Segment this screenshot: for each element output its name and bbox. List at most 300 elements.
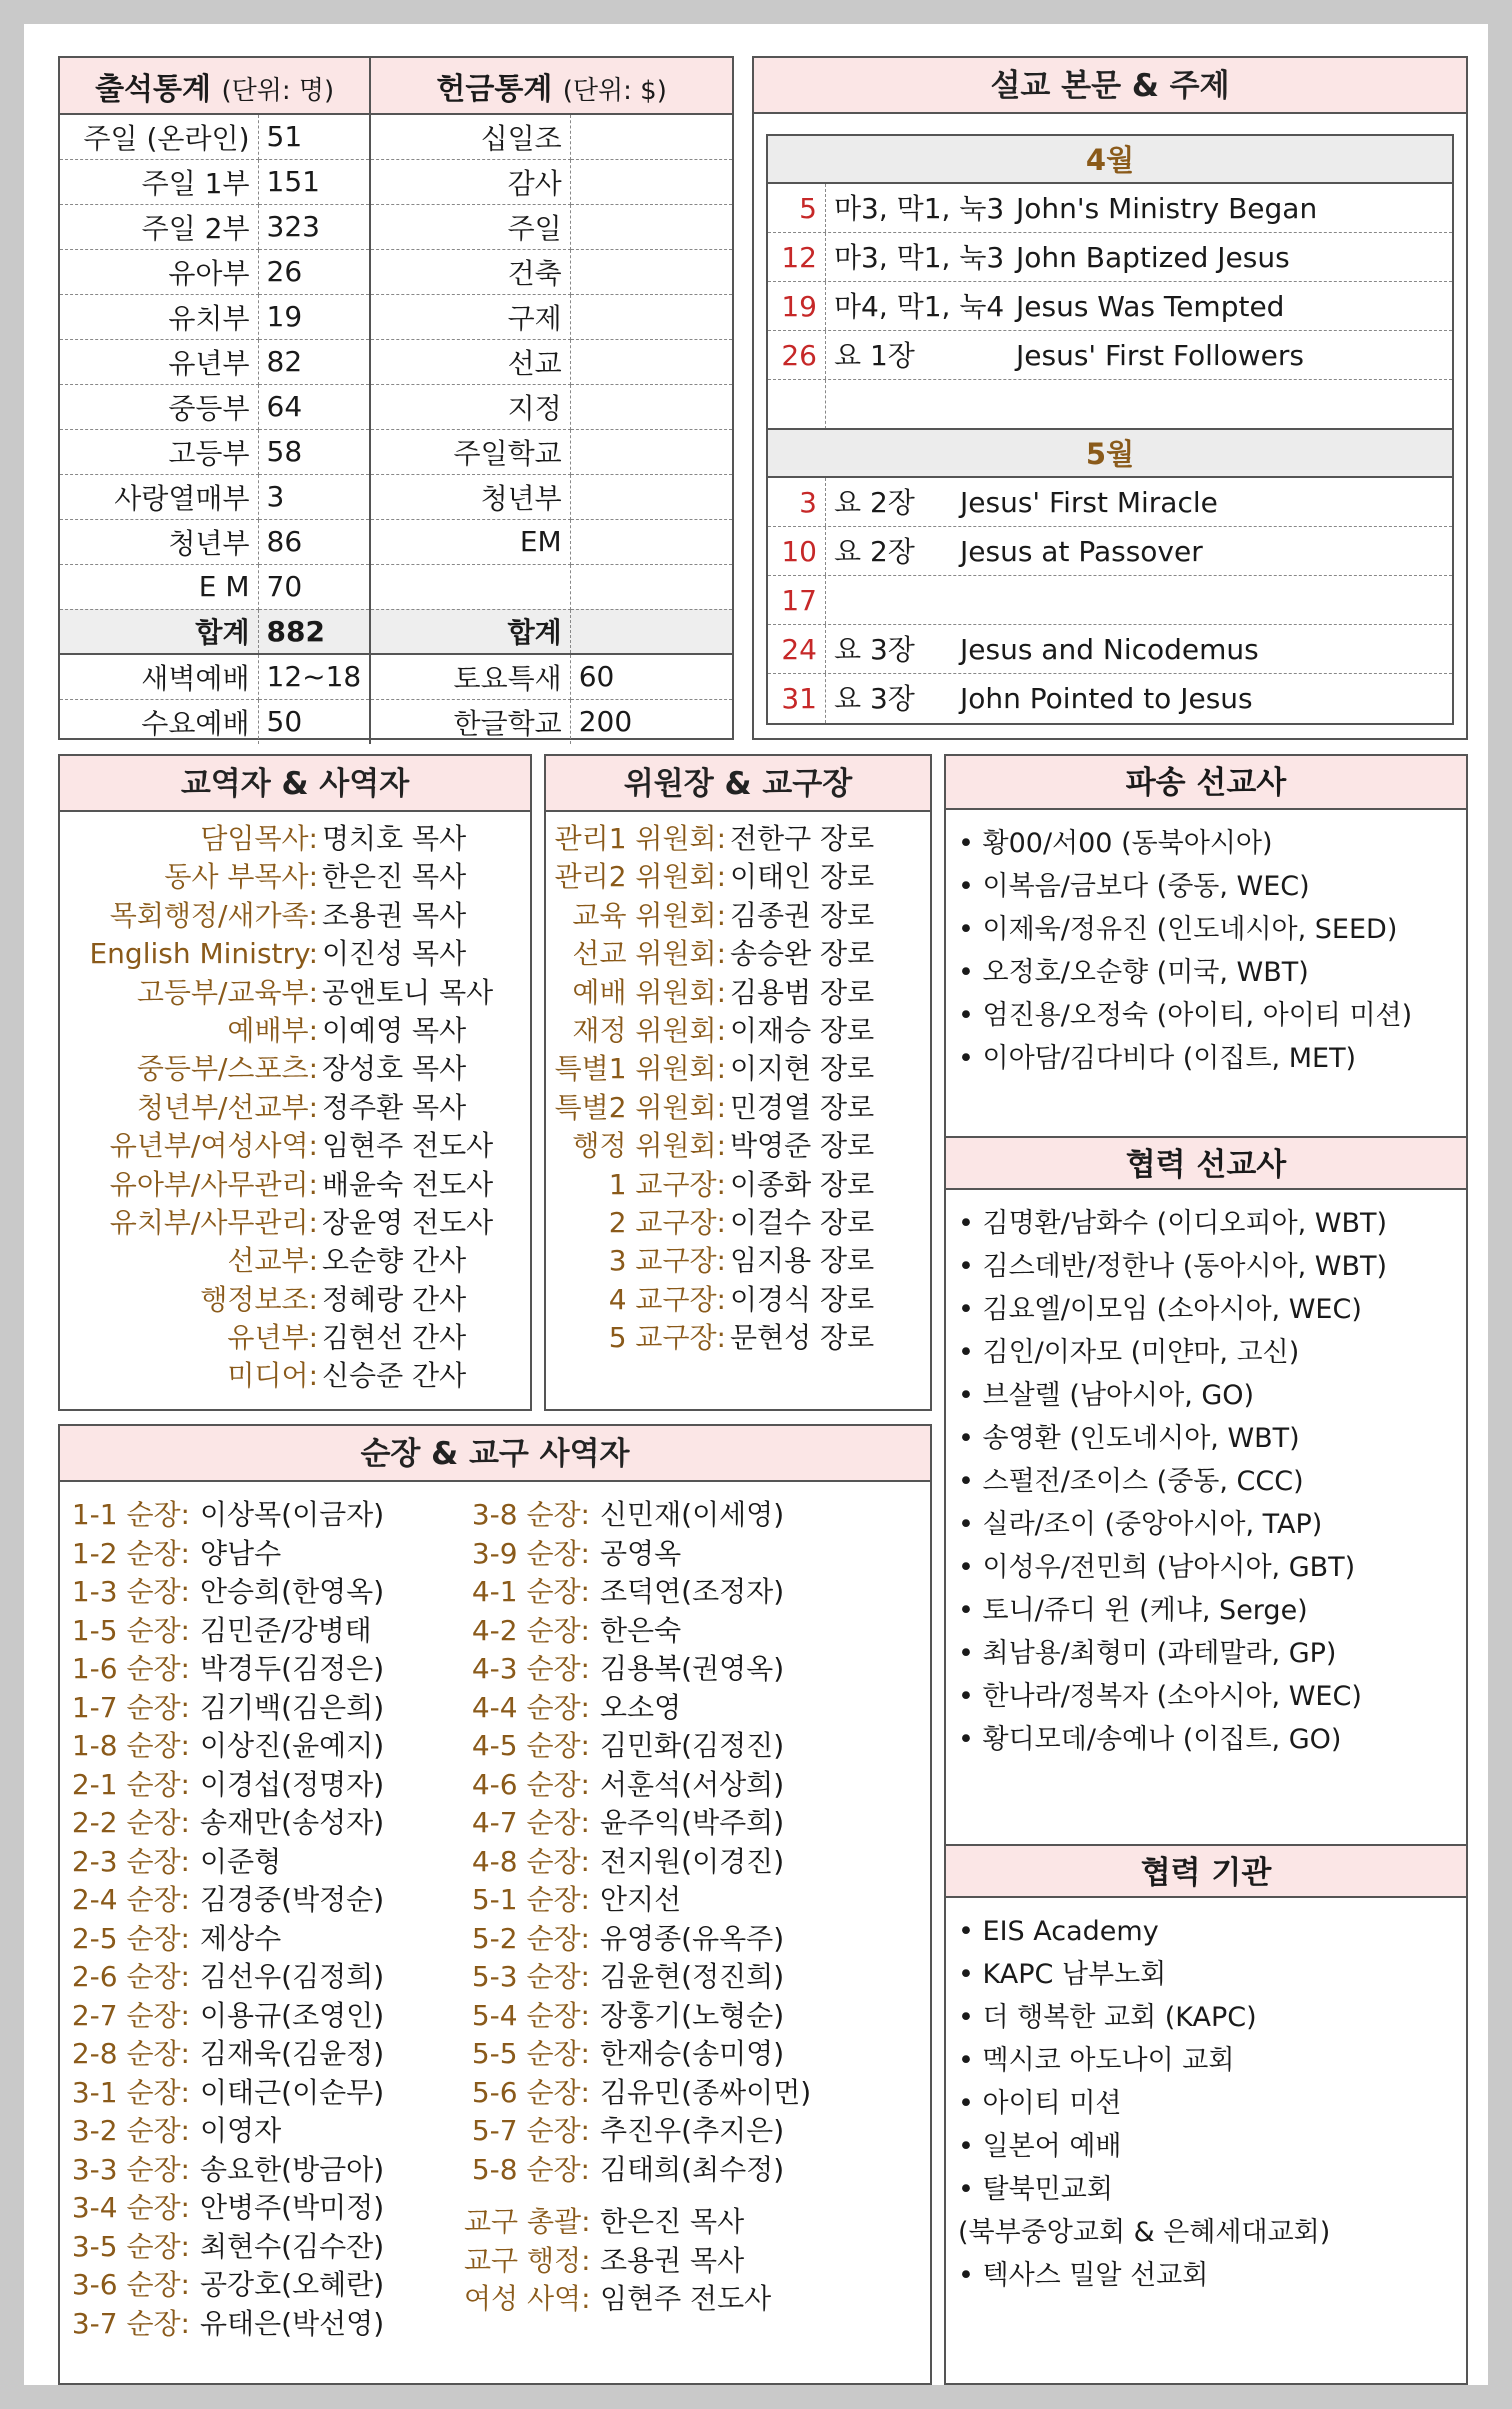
leader-name: 김유민(종싸이먼): [600, 2075, 812, 2109]
committee-row: [546, 858, 930, 896]
month-may: [766, 428, 1454, 725]
sermon-day: 31: [768, 674, 826, 723]
leader-name: 한은진 목사: [600, 2205, 745, 2238]
staff-name: 이예영 목사: [322, 1013, 467, 1047]
leader-name: 김민화(김정진): [600, 1729, 785, 1762]
sent_missionaries-item: • 이아담/김다비다 (이집트, MET): [958, 1037, 1466, 1080]
staff-name: 장성호 목사: [322, 1052, 467, 1086]
leader-name: 장홍기(노형순): [600, 1998, 785, 2032]
committee-row: [546, 1127, 930, 1165]
leader-name: 조용권 목사: [600, 2243, 745, 2277]
leader-row: [464, 1573, 811, 1612]
leader-role: 3-3 순장:: [71, 2152, 190, 2186]
staff-role: 목회행정/새가족:: [109, 898, 318, 932]
attendance-label: 유년부: [60, 339, 258, 384]
offering-extra-label: 한글학교: [370, 699, 570, 744]
committee-role: 교육 위원회:: [572, 898, 726, 932]
sent_missionaries-item: • 이복음/금보다 (중동, WEC): [958, 865, 1466, 908]
leader-role: 교구 행정:: [464, 2243, 591, 2277]
leader-name: 안지선: [600, 1883, 682, 1916]
partner-orgs-title: 협력 기관: [946, 1844, 1466, 1898]
offering-label: 건축: [370, 249, 570, 294]
sermon-row: [768, 184, 1452, 233]
staff-role: 고등부/교육부:: [136, 975, 318, 1009]
committee-name: 전한구 장로: [730, 822, 875, 855]
staff-title: 교역자 & 사역자: [60, 756, 530, 812]
offering-value: [570, 114, 732, 159]
leader-role: 2-5 순장:: [71, 1921, 190, 1955]
sermon-row: [768, 282, 1452, 331]
leader-name: 김선우(김정희): [200, 1960, 385, 1993]
sermon-reference: 마3, 막1, 눅3: [834, 192, 1005, 225]
leaders-column-1: [60, 1496, 384, 2343]
committee-name: 이재승 장로: [730, 1013, 875, 1047]
stats-panel: [58, 56, 734, 740]
partner_missionaries-item: • 브살렐 (남아시아, GO): [958, 1374, 1466, 1417]
committee-name: 문현성 장로: [730, 1321, 875, 1355]
partner_orgs-item: • 더 행복한 교회 (KAPC): [958, 1996, 1466, 2039]
committee-name: 이태인 장로: [730, 860, 875, 894]
committee-role: 선교 위원회:: [572, 937, 726, 971]
attendance-value: 82: [258, 339, 370, 384]
attendance-value: 86: [258, 519, 370, 564]
sermon-topic: Jesus' First Followers: [1016, 339, 1304, 372]
leaders-column-2: [464, 1496, 811, 2319]
sermon-topic: John's Ministry Began: [1016, 192, 1318, 225]
leader-row: [60, 2228, 384, 2267]
staff-list: [60, 812, 530, 1396]
attendance-header: 출석통계 (단위: 명): [60, 58, 370, 114]
sent-missionaries-title: 파송 선교사: [946, 756, 1466, 810]
leader-name: 안승희(한영옥): [200, 1575, 385, 1608]
offering-label: 구제: [370, 294, 570, 339]
staff-role: 동사 부목사:: [164, 860, 318, 894]
staff-row: [60, 1242, 530, 1280]
attendance-value: 51: [258, 114, 370, 159]
attendance-value: 64: [258, 384, 370, 429]
staff-row: [60, 974, 530, 1012]
attendance-label: 청년부: [60, 519, 258, 564]
committee-name: 이경식 장로: [730, 1282, 875, 1316]
leader-role: 3-6 순장:: [71, 2268, 190, 2301]
offering-value: [570, 294, 732, 339]
staff-row: [60, 1204, 530, 1242]
stats-row: [60, 204, 732, 249]
leader-row: [464, 2203, 811, 2242]
staff-role: 유년부/여성사역:: [109, 1129, 318, 1163]
leader-name: 공강호(오혜란): [200, 2268, 385, 2301]
leader-role: 1-8 순장:: [71, 1729, 190, 1762]
sermon-reference: 요 2장: [834, 486, 915, 519]
committee-name: 박영준 장로: [730, 1129, 875, 1163]
staff-row: [60, 1281, 530, 1319]
committee-row: [546, 1242, 930, 1280]
staff-name: 임현주 전도사: [322, 1129, 494, 1163]
leader-name: 김윤현(정진희): [600, 1960, 785, 1993]
partner-orgs-list: [946, 1898, 1466, 2297]
committee-role: 특별2 위원회:: [554, 1090, 726, 1124]
leader-row: [60, 2074, 384, 2113]
staff-role: 유아부/사무관리:: [109, 1167, 318, 1201]
offering-label: 십일조: [370, 114, 570, 159]
leader-row: [60, 1843, 384, 1882]
committee-row: [546, 1166, 930, 1204]
leader-name: 이영자: [200, 2114, 282, 2147]
attendance-extra-label: 수요예배: [60, 699, 258, 744]
stats-row: [60, 159, 732, 204]
staff-role: 유년부:: [227, 1321, 318, 1355]
committee-row: [546, 1050, 930, 1088]
staff-row: [60, 897, 530, 935]
committee-name: 송승완 장로: [730, 937, 875, 971]
committee-role: 4 교구장:: [608, 1282, 726, 1316]
staff-name: 오순향 간사: [322, 1244, 467, 1278]
sermon-day: 19: [768, 282, 826, 330]
partner_missionaries-item: • 이성우/전민희 (남아시아, GBT): [958, 1546, 1466, 1589]
leader-role: 1-1 순장:: [71, 1498, 190, 1531]
offering-total-label: 합계: [370, 609, 570, 654]
committee-role: 1 교구장:: [608, 1167, 726, 1201]
stats-row: [60, 384, 732, 429]
attendance-value: 3: [258, 474, 370, 519]
leader-name: 양남수: [200, 1536, 282, 1570]
attendance-label: E M: [60, 564, 258, 609]
month-label: 4월: [768, 136, 1452, 184]
sermon-title: 설교 본문 & 주제: [754, 58, 1466, 114]
leader-row: [464, 1650, 811, 1689]
leader-name: 추진우(추지은): [600, 2114, 785, 2147]
leader-name: 김재욱(김윤정): [200, 2037, 385, 2070]
leader-role: 3-9 순장:: [471, 1536, 590, 1570]
partner_missionaries-item: • 김인/이자모 (미얀마, 고신): [958, 1331, 1466, 1374]
committee-list: [546, 812, 930, 1357]
sermon-day: 24: [768, 625, 826, 673]
sermon-topic: Jesus' First Miracle: [960, 486, 1218, 519]
partner_missionaries-item: • 김스데반/정한나 (동아시아, WBT): [958, 1245, 1466, 1288]
leader-name: 송재만(송성자): [200, 1806, 385, 1839]
committee-role: 행정 위원회:: [572, 1129, 726, 1163]
leader-role: 4-4 순장:: [471, 1690, 590, 1724]
partner_orgs-item: • 일본어 예배: [958, 2125, 1466, 2168]
partner_missionaries-item: • 김명환/남화수 (이디오피아, WBT): [958, 1202, 1466, 1245]
leader-row: [464, 1496, 811, 1535]
leader-role: 5-1 순장:: [471, 1883, 590, 1916]
leader-role: 1-2 순장:: [71, 1536, 190, 1570]
partner_missionaries-item: • 한나라/정복자 (소아시아, WEC): [958, 1675, 1466, 1718]
sermon-topic: John Baptized Jesus: [1016, 241, 1290, 274]
offering-label: 지정: [370, 384, 570, 429]
leader-role: 5-2 순장:: [471, 1921, 590, 1955]
leader-row: [464, 2242, 811, 2281]
staff-role: 중등부/스포츠:: [136, 1052, 318, 1086]
sermon-day: 10: [768, 527, 826, 575]
staff-panel: [58, 754, 532, 1411]
staff-name: 한은진 목사: [322, 860, 467, 894]
attendance-extra-value: 50: [258, 699, 370, 744]
sent-missionaries-list: [946, 810, 1466, 1080]
committee-row: [546, 1281, 930, 1319]
leader-row: [60, 1496, 384, 1535]
sermon-row: [768, 625, 1452, 674]
leader-name: 김기백(김은희): [200, 1690, 385, 1724]
sermon-day: 5: [768, 184, 826, 232]
attendance-label: 유치부: [60, 294, 258, 339]
committee-role: 관리2 위원회:: [554, 860, 726, 894]
leader-name: 김민준/강병태: [200, 1613, 372, 1647]
leader-role: 3-8 순장:: [471, 1498, 590, 1531]
leader-row: [464, 1920, 811, 1959]
staff-name: 신승준 간사: [322, 1359, 467, 1393]
leader-role: 2-7 순장:: [71, 1998, 190, 2032]
offering-label: 청년부: [370, 474, 570, 519]
partner-missionaries-title: 협력 선교사: [946, 1136, 1466, 1190]
staff-name: 배윤숙 전도사: [322, 1167, 494, 1201]
attendance-total-label: 합계: [60, 609, 258, 654]
staff-row: [60, 820, 530, 858]
attendance-extra-value: 12~18: [258, 654, 370, 699]
staff-role: 행정보조:: [200, 1282, 318, 1316]
offering-value: [570, 384, 732, 429]
partner_orgs-item: • KAPC 남부노회: [958, 1953, 1466, 1996]
partner_missionaries-item: • 스펄전/조이스 (중동, CCC): [958, 1460, 1466, 1503]
offering-total-value: [570, 609, 732, 654]
leader-name: 김태희(최수정): [600, 2152, 785, 2186]
leader-role: 4-8 순장:: [471, 1844, 590, 1878]
offering-value: [570, 159, 732, 204]
leader-row: [60, 2266, 384, 2305]
attendance-label: 고등부: [60, 429, 258, 474]
leader-row: [60, 1997, 384, 2036]
leader-role: 1-7 순장:: [71, 1690, 190, 1724]
committee-name: 민경열 장로: [730, 1090, 875, 1124]
partner-missionaries-section: [946, 1136, 1466, 1761]
committee-row: [546, 935, 930, 973]
committee-title: 위원장 & 교구장: [546, 756, 930, 812]
sent_missionaries-item: • 엄진용/오정숙 (아이티, 아이티 미션): [958, 994, 1466, 1037]
staff-name: 공앤토니 목사: [322, 975, 494, 1009]
partner_orgs-item: • 아이티 미션: [958, 2082, 1466, 2125]
stats-row: [60, 564, 732, 609]
sermon-row: [768, 331, 1452, 380]
leader-row: [464, 1689, 811, 1728]
staff-row: [60, 1357, 530, 1395]
committee-name: 이지현 장로: [730, 1052, 875, 1086]
offering-label: 감사: [370, 159, 570, 204]
offering-extra-label: 토요특새: [370, 654, 570, 699]
partner_missionaries-item: • 김요엘/이모임 (소아시아, WEC): [958, 1288, 1466, 1331]
leader-row: [60, 2189, 384, 2228]
committee-name: 이걸수 장로: [730, 1205, 875, 1239]
leader-role: 5-4 순장:: [471, 1998, 590, 2032]
leader-name: 전지원(이경진): [600, 1844, 785, 1878]
leader-row: [60, 1573, 384, 1612]
staff-role: 예배부:: [227, 1013, 318, 1047]
leader-role: 3-1 순장:: [71, 2075, 190, 2109]
committee-role: 관리1 위원회:: [554, 822, 726, 855]
stats-total-row: [60, 609, 732, 654]
leader-role: 4-3 순장:: [471, 1652, 590, 1685]
leader-name: 오소영: [600, 1690, 682, 1724]
leader-row: [464, 1766, 811, 1805]
leader-role: 3-4 순장:: [71, 2191, 190, 2224]
sermon-row: [768, 576, 1452, 625]
staff-name: 장윤영 전도사: [322, 1205, 494, 1239]
staff-name: 이진성 목사: [322, 937, 467, 971]
attendance-extra-label: 새벽예배: [60, 654, 258, 699]
leader-row: [464, 1958, 811, 1997]
month-april: [766, 134, 1454, 431]
leader-row: [60, 1958, 384, 1997]
leader-name: 이상진(윤예지): [200, 1729, 385, 1762]
staff-row: [60, 1319, 530, 1357]
leader-name: 최현수(김수잔): [200, 2229, 385, 2263]
offering-value: [570, 204, 732, 249]
sermon-reference: 요 3장: [834, 682, 915, 715]
staff-row: [60, 1127, 530, 1165]
leader-row: [60, 1650, 384, 1689]
committee-name: 임지용 장로: [730, 1244, 875, 1278]
sermon-reference: 마4, 막1, 눅4: [834, 290, 1005, 323]
leader-role: 3-7 순장:: [71, 2306, 190, 2340]
stats-extra-row: [60, 699, 732, 744]
offering-value: [570, 339, 732, 384]
leader-row: [464, 2035, 811, 2074]
bulletin-page: [24, 24, 1488, 2385]
leaders-panel: [58, 1424, 932, 2385]
attendance-label: 주일 (온라인): [60, 114, 258, 159]
attendance-value: 26: [258, 249, 370, 294]
sent-missionaries-section: [946, 756, 1466, 1080]
leader-name: 이용규(조영인): [200, 1998, 385, 2032]
leader-role: 1-6 순장:: [71, 1652, 190, 1685]
partner_orgs-item: • 멕시코 아도나이 교회: [958, 2039, 1466, 2082]
leader-row: [60, 1804, 384, 1843]
sent_missionaries-item: • 이제욱/정유진 (인도네시아, SEED): [958, 908, 1466, 951]
sermon-topic: Jesus at Passover: [960, 535, 1203, 568]
stats-row: [60, 249, 732, 294]
leader-name: 윤주익(박주희): [600, 1806, 785, 1839]
partner-orgs-section: [946, 1844, 1466, 2297]
partner-missionaries-list: [946, 1190, 1466, 1761]
offering-value: [570, 429, 732, 474]
stats-row: [60, 519, 732, 564]
sermon-reference: [826, 380, 1016, 429]
leader-row: [464, 1612, 811, 1651]
committee-row: [546, 897, 930, 935]
leader-role: 3-5 순장:: [71, 2229, 190, 2263]
leader-row: [464, 2151, 811, 2190]
leader-name: 이상목(이금자): [200, 1498, 385, 1531]
committee-role: 재정 위원회:: [572, 1013, 726, 1047]
offering-value: [570, 474, 732, 519]
sermon-day: 17: [768, 576, 826, 624]
leader-name: 한재승(송미영): [600, 2037, 785, 2070]
leader-row: [60, 2305, 384, 2344]
attendance-value: 323: [258, 204, 370, 249]
leader-name: 공영옥: [600, 1536, 682, 1570]
committee-role: 2 교구장:: [608, 1205, 726, 1239]
leader-name: 박경두(김정은): [200, 1652, 385, 1685]
partner_orgs-item: • 텍사스 밀알 선교회: [958, 2254, 1466, 2297]
staff-row: [60, 1166, 530, 1204]
staff-row: [60, 935, 530, 973]
leader-role: 2-3 순장:: [71, 1844, 190, 1878]
staff-role: 미디어:: [227, 1359, 318, 1393]
leader-row: [60, 1881, 384, 1920]
committee-row: [546, 1089, 930, 1127]
offering-label: 주일학교: [370, 429, 570, 474]
leader-row: [464, 1881, 811, 1920]
staff-role: 청년부/선교부:: [136, 1090, 318, 1124]
partner_missionaries-item: • 송영환 (인도네시아, WBT): [958, 1417, 1466, 1460]
attendance-label: 주일 2부: [60, 204, 258, 249]
leader-role: 5-5 순장:: [471, 2037, 590, 2070]
leader-row: [464, 2074, 811, 2113]
committee-row: [546, 1204, 930, 1242]
leader-row: [60, 2151, 384, 2190]
staff-row: [60, 1050, 530, 1088]
leader-role: 1-5 순장:: [71, 1613, 190, 1647]
staff-name: 정혜랑 간사: [322, 1282, 467, 1316]
attendance-label: 사랑열매부: [60, 474, 258, 519]
offering-header: 헌금통계 (단위: $): [370, 58, 732, 114]
attendance-value: 58: [258, 429, 370, 474]
leader-role: 1-3 순장:: [71, 1575, 190, 1608]
stats-row: [60, 294, 732, 339]
committee-role: 특별1 위원회:: [554, 1052, 726, 1086]
leader-name: 안병주(박미정): [200, 2191, 385, 2224]
committee-name: 김종권 장로: [730, 898, 875, 932]
committee-role: 예배 위원회:: [572, 975, 726, 1009]
leader-row: [60, 2035, 384, 2074]
stats-row: [60, 114, 732, 159]
month-label: 5월: [768, 430, 1452, 478]
committee-name: 김용범 장로: [730, 975, 875, 1009]
leader-role: 4-2 순장:: [471, 1613, 590, 1647]
sermon-topic: John Pointed to Jesus: [960, 682, 1253, 715]
leader-row: [464, 2280, 811, 2319]
leader-row: [464, 2112, 811, 2151]
leader-role: 5-8 순장:: [471, 2152, 590, 2186]
sermon-topic: Jesus Was Tempted: [1016, 290, 1285, 323]
partner_missionaries-item: • 토니/쥬디 윈 (케냐, Serge): [958, 1589, 1466, 1632]
leader-role: 4-6 순장:: [471, 1767, 590, 1801]
leader-name: 이준형: [200, 1844, 282, 1878]
partner_orgs-item: • 탈북민교회: [958, 2168, 1466, 2211]
sermon-topic: Jesus and Nicodemus: [960, 633, 1259, 666]
staff-role: 선교부:: [227, 1244, 318, 1278]
leader-role: 2-2 순장:: [71, 1806, 190, 1839]
sermon-reference: 요 2장: [834, 535, 915, 568]
stats-row: [60, 339, 732, 384]
staff-name: 조용권 목사: [322, 898, 467, 932]
leader-row: [60, 1727, 384, 1766]
offering-value: [570, 564, 732, 609]
leader-row: [464, 1727, 811, 1766]
leader-name: 이태근(이순무): [200, 2075, 385, 2109]
leader-name: 한은숙: [600, 1613, 682, 1647]
partner_orgs-item: (북부중앙교회 & 은혜세대교회): [958, 2217, 1331, 2248]
leader-role: 4-1 순장:: [471, 1575, 590, 1608]
leader-name: 김경중(박정순): [200, 1883, 385, 1916]
leader-row: [60, 1766, 384, 1805]
spacer: [464, 2189, 811, 2203]
leader-row: [464, 1843, 811, 1882]
attendance-value: 70: [258, 564, 370, 609]
sermon-row: [768, 527, 1452, 576]
offering-extra-value: 60: [570, 654, 732, 699]
leader-role: 2-6 순장:: [71, 1960, 190, 1993]
